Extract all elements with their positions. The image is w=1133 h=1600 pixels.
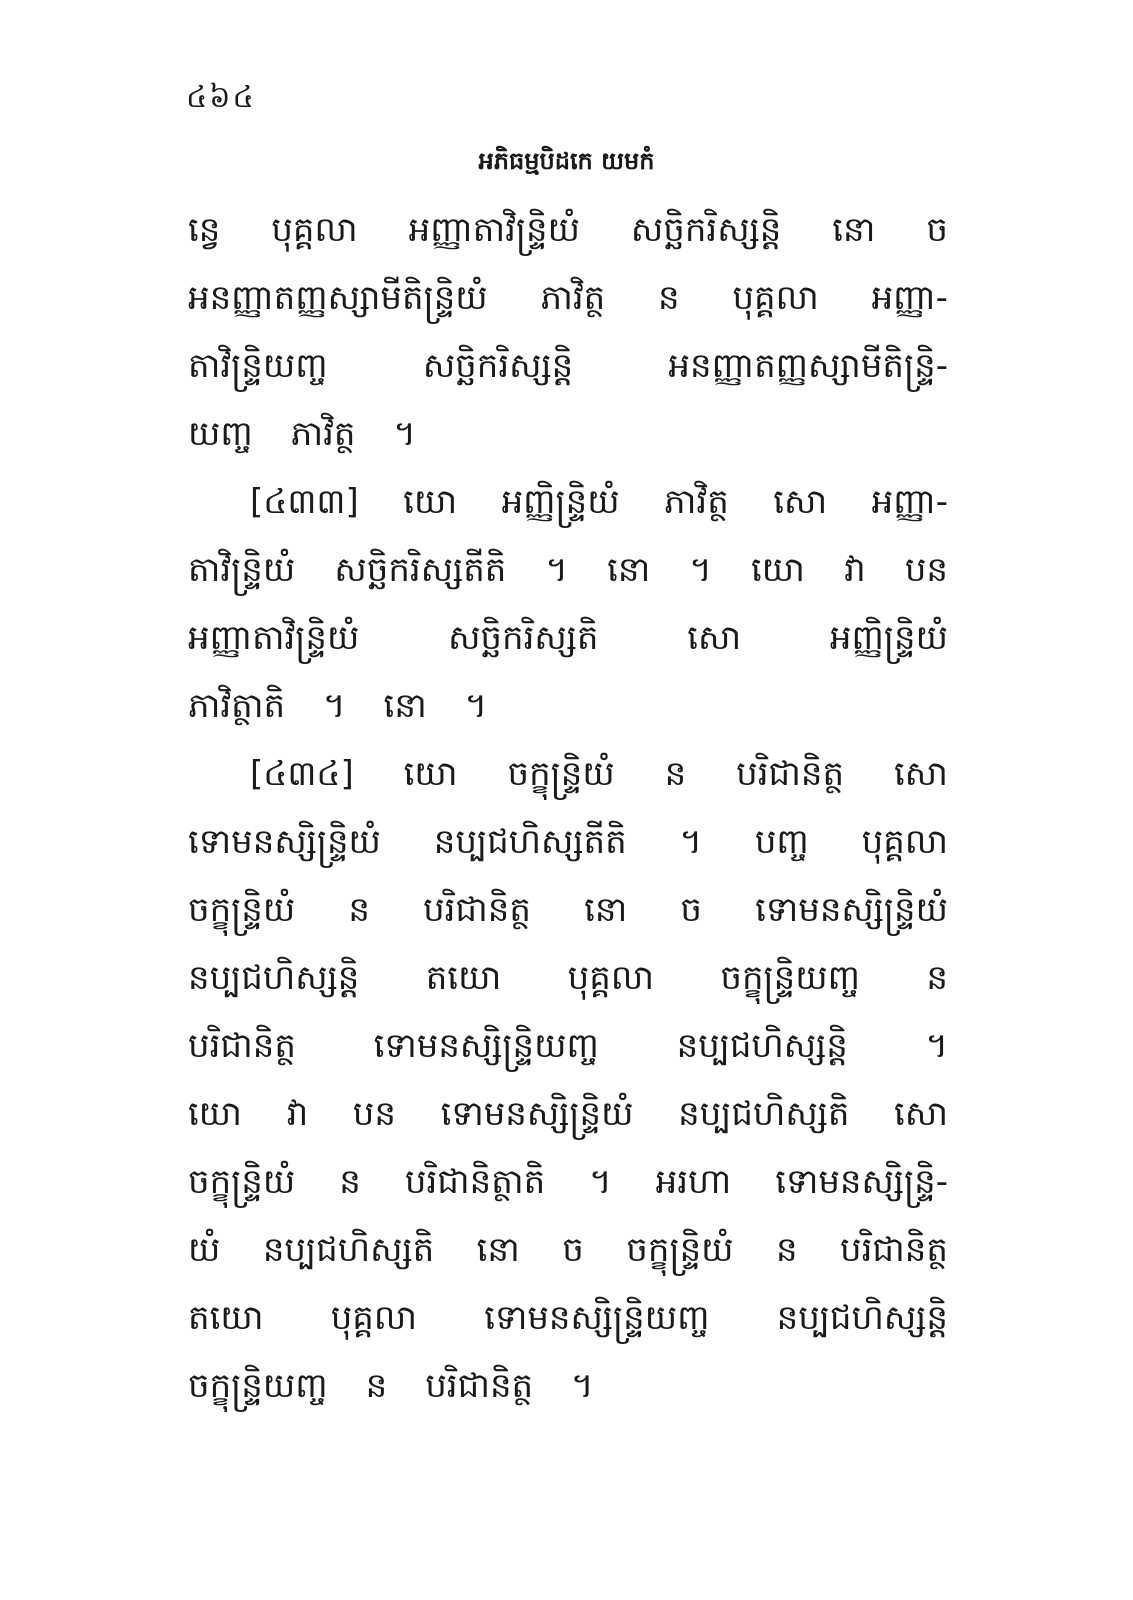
word: នេ្វ [188,210,221,250]
word: អនញ្ញាតញ្ញស្សាមីតិន្ទ្រិ- [668,346,948,386]
word: សោ [773,482,828,522]
word: អញ្ញាតាវិន្ទ្រិយំ [188,618,360,658]
text-line [188,536,948,604]
word: ។ [589,1162,612,1202]
word: ន [339,1162,361,1202]
word: ទោមនស្សិន្ទ្រិយំ [440,1094,634,1134]
text-line [188,264,948,332]
word: ន [664,754,687,794]
word: សច្ឆិករិស្សន្តិ [630,210,782,250]
word: ន [658,278,680,318]
word: ។ [689,550,712,590]
word: បរិជានិត្ថ [188,1026,296,1066]
running-header: អភិធម្មបិដកេ យមកំ [478,147,655,175]
page-number: ៤៦៤ [186,80,256,115]
word: ។ [393,414,416,454]
word: យោ [188,1094,242,1134]
text-line [188,1148,948,1216]
word: អញ្ញា- [871,278,948,318]
word: ទោមនស្សិន្ទ្រិយំ [755,890,948,930]
word: នោ [383,686,427,726]
word: នប្បជហិស្សតីតិ [433,822,627,862]
word: ។ [323,686,346,726]
word: ចក្ខុន្ទ្រិយំ [188,1162,296,1202]
word: បរិជានិត្ថាតិ [404,1162,546,1202]
word: នោ [476,1230,520,1270]
word: អរហា [655,1162,732,1202]
paragraph [188,468,948,740]
word: ន [365,1366,388,1406]
word: អញ្ញាតាវិន្ទ្រិយំ [408,210,580,250]
word: បុគ្គលា [861,822,948,862]
word: តាវិន្ទ្រិយញ្ច [188,346,328,386]
word: អញ្ញា- [871,482,948,522]
word: នប្បជហិស្សន្តិ [188,958,360,998]
text-line [188,1284,948,1352]
text-line [188,468,948,536]
word: ។ [925,1026,948,1066]
text-line [188,1352,948,1420]
word: សច្ឆិករិស្សតីតិ [334,550,507,590]
word: បុគ្គលា [271,210,358,250]
word: វា [286,1094,309,1134]
word: នោ [607,550,651,590]
word: បរិជានិត្ថ [840,1230,948,1270]
word: ចក្ខុន្ទ្រិយំ [626,1230,734,1270]
word: នប្បជហិស្សតិ [678,1094,850,1134]
word: វា [844,550,866,590]
word: យញ្ច [188,414,253,454]
word: [៤៣៤] [250,754,354,794]
word: នប្បជហិស្សន្តិ [676,1026,848,1066]
text-line [188,740,948,808]
text-line [188,1012,948,1080]
word: បញ្ច [754,822,809,862]
word: ។ [545,550,568,590]
text-line [188,604,948,672]
word: ចក្ខុន្ទ្រិយញ្ច [720,958,860,998]
paragraph [188,740,948,1420]
word: យោ [403,754,458,794]
word: សោ [894,1094,948,1134]
word: បរិជានិត្ថ [736,754,845,794]
word: បរិជានិត្ថ [423,890,531,930]
text-line [188,332,948,400]
text-line [188,1216,948,1284]
word: ភាវិត្ថ [540,278,606,318]
word: ចក្ខុន្ទ្រិយំ [188,890,296,930]
word: យំ [188,1230,221,1270]
word: នោ [584,890,628,930]
word: ទោមនស្សិន្ទ្រិយំ [188,822,381,862]
word: ។ [679,822,702,862]
text-line [188,672,948,740]
word: សច្ឆិករិស្សន្តិ [422,346,574,386]
text-line [188,196,948,264]
word: យោ [750,550,805,590]
word: ច [680,890,702,930]
text-line [188,400,948,468]
word: នោ [832,210,876,250]
word: ចក្ខុន្ទ្រិយំ [507,754,615,794]
word: ភាវិត្ថាតិ [188,686,286,726]
word: សោ [894,754,948,794]
word: នប្បជហិស្សន្តិ [776,1298,948,1338]
word: ន [348,890,370,930]
word: បុគ្គលា [330,1298,418,1338]
text-line [188,1080,948,1148]
word: ច [562,1230,584,1270]
word: អញ្ញិន្ទ្រិយំ [829,618,948,658]
word: ទោមនស្សិន្ទ្រិយញ្ច [484,1298,710,1338]
word: សច្ឆិករិស្សតិ [448,618,599,658]
word: ។ [571,1366,594,1406]
text-line [188,876,948,944]
word: បុគ្គលា [567,958,654,998]
word: យោ [403,482,458,522]
word: [៤៣៣] [250,482,359,522]
word: សោ [687,618,742,658]
word: ទោមនស្សិន្ទ្រិយញ្ច [373,1026,599,1066]
word: ភាវិត្ថ [664,482,729,522]
word: នប្បជហិស្សតិ [262,1230,435,1270]
word: បរិជានិត្ថ [425,1366,534,1406]
word: អញ្ញិន្ទ្រិយំ [501,482,620,522]
body-text [188,196,948,1420]
word: បន [352,1094,396,1134]
word: បុគ្គលា [732,278,819,318]
word: ន [926,958,948,998]
word: តាវិន្ទ្រិយំ [188,550,296,590]
word: ។ [464,686,488,726]
paragraph [188,196,948,468]
word: ទោមនស្សិន្ទ្រិ- [775,1162,948,1202]
word: ភាវិត្ថ [290,414,356,454]
word: ចក្ខុន្ទ្រិយញ្ច [188,1366,328,1406]
word: ច [926,210,948,250]
word: តយោ [188,1298,264,1338]
word: បន [904,550,948,590]
text-line [188,944,948,1012]
word: ន [775,1230,798,1270]
word: តយោ [425,958,502,998]
word: អនញ្ញាតញ្ញស្សាមីតិន្ទ្រិយំ [188,278,488,318]
text-line [188,808,948,876]
